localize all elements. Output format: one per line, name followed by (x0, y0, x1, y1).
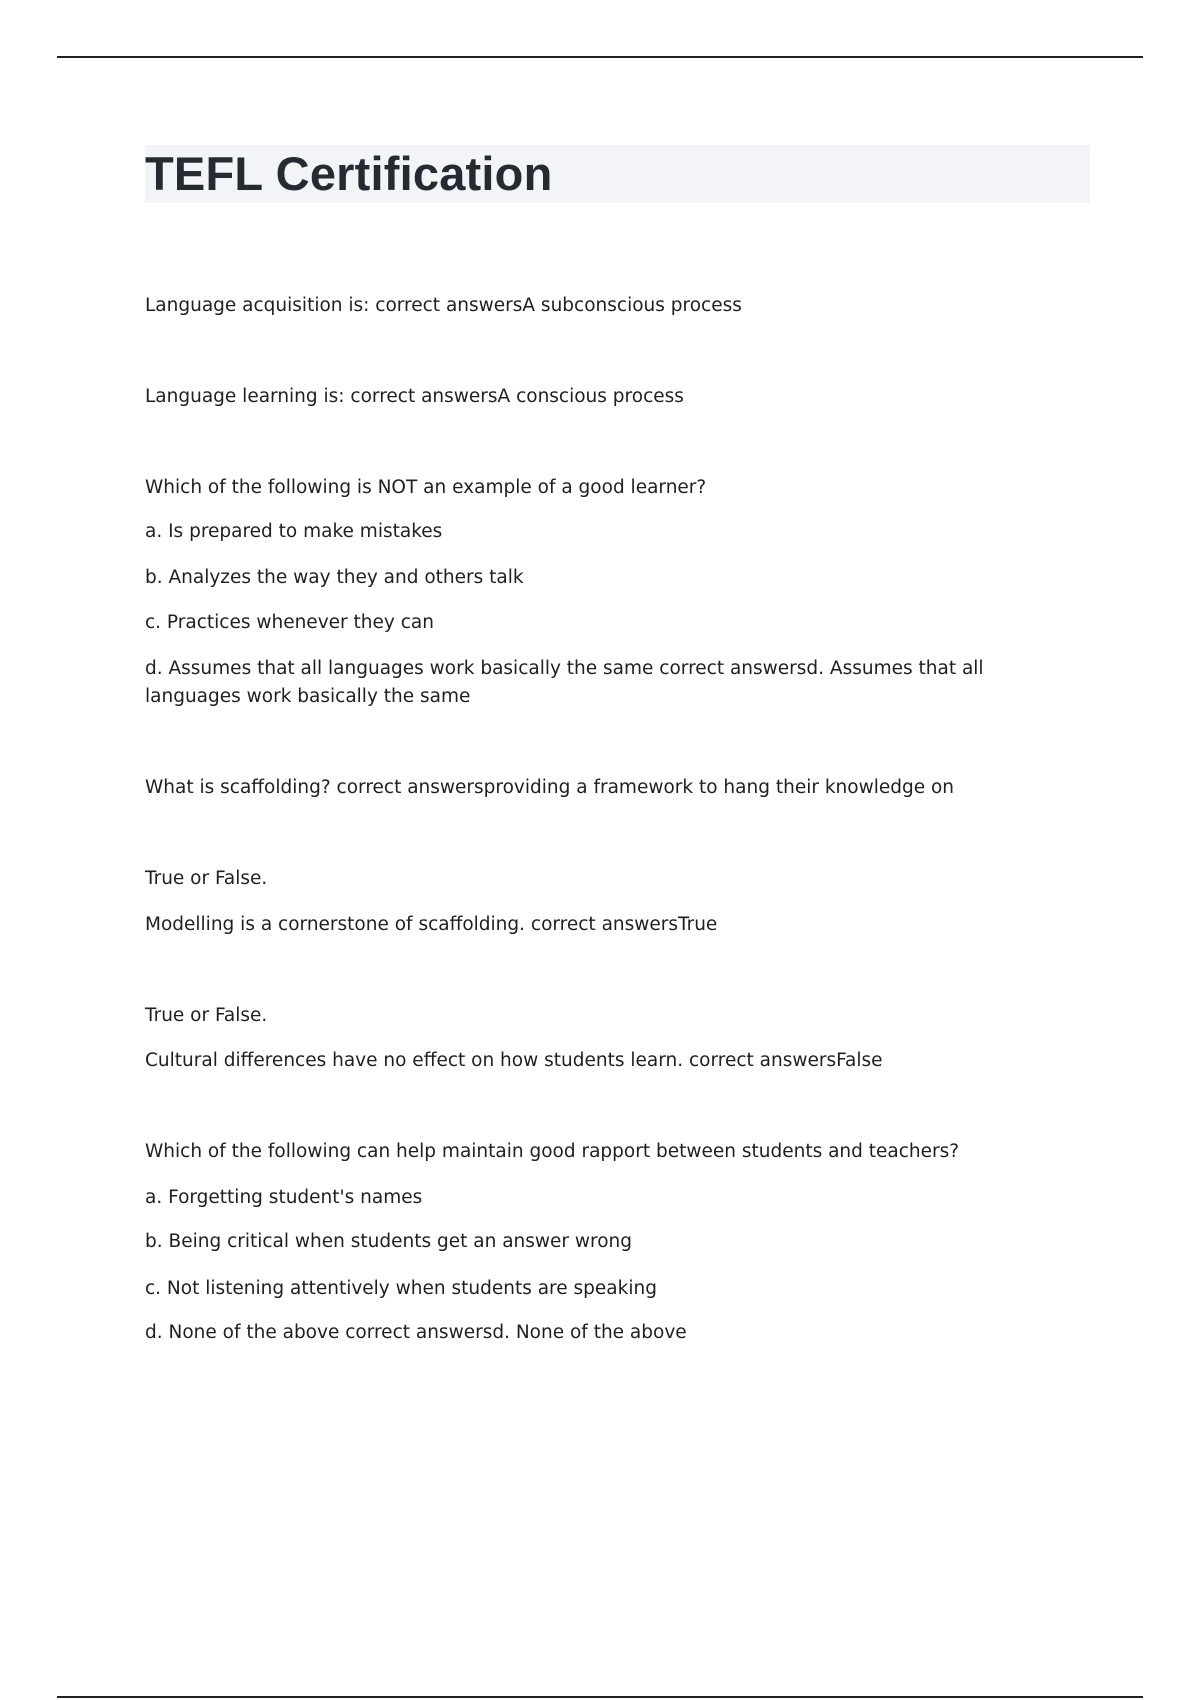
option-c: c. Not listening attentively when students are speaking (145, 1278, 657, 1299)
option-b: b. Analyzes the way they and others talk (145, 567, 524, 588)
option-d-with-answer: d. Assumes that all languages work basically the same correct answersd. Assumes that all languages work basically the same (145, 658, 984, 707)
true-false-label: True or False. (145, 868, 268, 889)
qa-line-scaffolding: What is scaffolding? correct answersproviding a framework to hang their knowledge on (145, 777, 955, 798)
qa-line-modelling: Modelling is a cornerstone of scaffolding. correct answersTrue (145, 914, 718, 935)
page-title: TEFL Certification (145, 147, 553, 200)
option-a: a. Forgetting student's names (145, 1187, 423, 1208)
bottom-rule (57, 1696, 1143, 1698)
option-b: b. Being critical when students get an answer wrong (145, 1231, 633, 1252)
true-false-label: True or False. (145, 1005, 268, 1026)
question-rapport: Which of the following can help maintain good rapport between students and teachers? (145, 1141, 960, 1162)
option-d-with-answer: d. None of the above correct answersd. None of the above (145, 1322, 687, 1343)
question-good-learner: Which of the following is NOT an example of a good learner? (145, 477, 707, 498)
top-rule (57, 56, 1143, 58)
qa-line-cultural: Cultural differences have no effect on how students learn. correct answersFalse (145, 1050, 883, 1071)
option-a: a. Is prepared to make mistakes (145, 521, 443, 542)
qa-line-learning: Language learning is: correct answersA conscious process (145, 386, 684, 407)
qa-line-acquisition: Language acquisition is: correct answersA subconscious process (145, 295, 742, 316)
option-c: c. Practices whenever they can (145, 612, 434, 633)
